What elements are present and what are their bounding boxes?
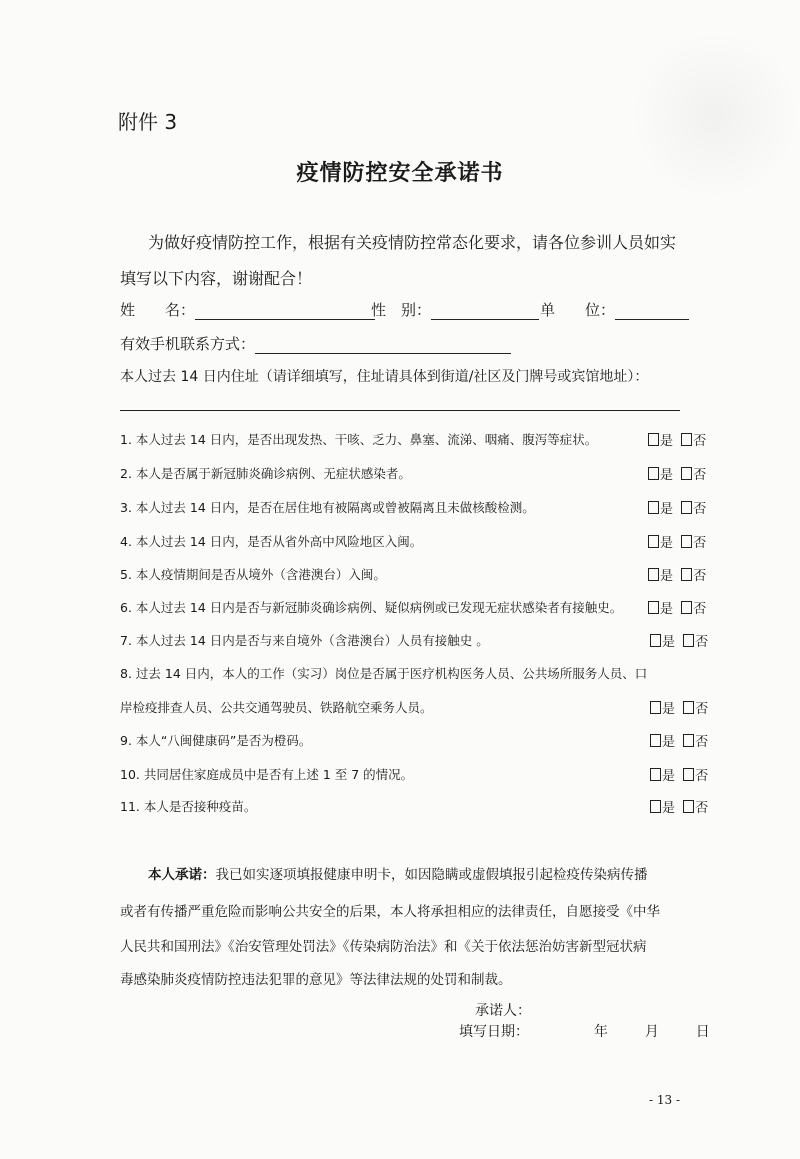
yes-checkbox[interactable]	[648, 501, 659, 514]
yes-label: 是	[662, 635, 676, 650]
yes-label: 是	[662, 801, 676, 816]
phone-field	[120, 333, 511, 354]
signer-label: 承诺人：	[475, 1003, 531, 1019]
yes-label: 是	[660, 502, 674, 517]
unit-label: 单 位：	[540, 301, 616, 319]
no-checkbox[interactable]	[681, 467, 692, 480]
yes-label: 是	[660, 569, 674, 584]
no-label: 否	[695, 702, 709, 717]
options-q11	[650, 797, 708, 816]
no-label: 否	[693, 536, 707, 551]
no-label: 否	[693, 468, 707, 483]
address-label: 本人过去 14 日内住址（请详细填写，住址请具体到街道/社区及门牌号或宾馆地址）：	[120, 369, 649, 385]
name-field	[120, 299, 375, 320]
pledge-line-2: 或者有传播严重危险而影响公共安全的后果，本人将承担相应的法律责任，自愿接受《中华	[120, 904, 660, 920]
yes-label: 是	[662, 702, 676, 717]
name-blank[interactable]	[195, 303, 375, 320]
options-q10	[650, 765, 708, 784]
gender-label: 性 别：	[371, 301, 432, 319]
question-8-line-2: 岸检疫排查人员、公共交通驾驶员、铁路航空乘务人员。	[120, 700, 433, 715]
options-q5	[648, 565, 706, 584]
yes-checkbox[interactable]	[648, 467, 659, 480]
no-label: 否	[693, 502, 707, 517]
yes-checkbox[interactable]	[648, 433, 659, 446]
question-6: 6. 本人过去 14 日内是否与新冠肺炎确诊病例、疑似病例或已发现无症状感染者有接触史。	[120, 600, 623, 615]
options-q6	[648, 598, 706, 617]
unit-field	[540, 299, 689, 320]
phone-label: 有效手机联系方式：	[120, 335, 256, 353]
unit-blank[interactable]	[615, 303, 689, 320]
no-checkbox[interactable]	[681, 501, 692, 514]
yes-checkbox[interactable]	[648, 601, 659, 614]
options-q8	[650, 698, 708, 717]
name-label: 姓 名：	[120, 301, 196, 319]
day-label: 日	[695, 1024, 710, 1040]
no-label: 否	[693, 569, 707, 584]
year-label: 年	[593, 1024, 608, 1040]
yes-checkbox[interactable]	[650, 768, 661, 781]
yes-checkbox[interactable]	[650, 800, 661, 813]
month-label: 月	[644, 1024, 659, 1040]
yes-label: 是	[660, 468, 674, 483]
pledge-line-1	[148, 863, 648, 883]
options-q3	[648, 498, 706, 517]
yes-checkbox[interactable]	[650, 734, 661, 747]
options-q2	[648, 464, 706, 483]
document-title: 疫情防控安全承诺书	[296, 160, 504, 186]
no-checkbox[interactable]	[681, 568, 692, 581]
question-9: 9. 本人“八闽健康码”是否为橙码。	[120, 733, 312, 748]
no-label: 否	[693, 602, 707, 617]
question-4: 4. 本人过去 14 日内，是否从省外高中风险地区入闽。	[120, 534, 423, 549]
question-2: 2. 本人是否属于新冠肺炎确诊病例、无症状感染者。	[120, 466, 411, 481]
pledge-line-4: 毒感染肺炎疫情防控违法犯罪的意见》等法律法规的处罚和制裁。	[120, 972, 512, 988]
options-q1	[648, 430, 706, 449]
no-label: 否	[695, 801, 709, 816]
date-label: 填写日期：	[459, 1024, 529, 1040]
question-10: 10. 共同居住家庭成员中是否有上述 1 至 7 的情况。	[120, 767, 414, 782]
yes-checkbox[interactable]	[650, 634, 661, 647]
options-q9	[650, 731, 708, 750]
intro-line-1: 为做好疫情防控工作，根据有关疫情防控常态化要求，请各位参训人员如实	[148, 233, 677, 252]
no-label: 否	[695, 769, 709, 784]
page-number: - 13 -	[648, 1093, 680, 1107]
yes-checkbox[interactable]	[650, 701, 661, 714]
yes-label: 是	[660, 434, 674, 449]
question-3: 3. 本人过去 14 日内，是否在居住地有被隔离或曾被隔离且未做核酸检测。	[120, 500, 535, 515]
no-checkbox[interactable]	[683, 800, 694, 813]
yes-checkbox[interactable]	[648, 535, 659, 548]
no-checkbox[interactable]	[681, 433, 692, 446]
pledge-line-3: 人民共和国刑法》《治安管理处罚法》《传染病防治法》和《关于依法惩治妨害新型冠状病	[120, 939, 647, 955]
no-checkbox[interactable]	[683, 734, 694, 747]
pledge-text-1: 我已如实逐项填报健康申明卡，如因隐瞒或虚假填报引起检疫传染病传播	[215, 867, 648, 883]
question-8-line-1: 8. 过去 14 日内，本人的工作（实习）岗位是否属于医疗机构医务人员、公共场所服务人员、口	[120, 666, 648, 681]
question-1: 1. 本人过去 14 日内，是否出现发热、干咳、乏力、鼻塞、流涕、咽痛、腹泻等症状。	[120, 432, 598, 447]
options-q4	[648, 532, 706, 551]
no-label: 否	[693, 434, 707, 449]
gender-blank[interactable]	[431, 303, 539, 320]
gender-field	[371, 299, 539, 320]
address-blank[interactable]	[120, 410, 680, 411]
pledge-label: 本人承诺：	[148, 867, 216, 883]
no-checkbox[interactable]	[681, 535, 692, 548]
no-label: 否	[695, 635, 709, 650]
question-7: 7. 本人过去 14 日内是否与来自境外（含港澳台）人员有接触史 。	[120, 633, 489, 648]
intro-line-2: 填写以下内容，谢谢配合！	[120, 269, 313, 288]
question-11: 11. 本人是否接种疫苗。	[120, 799, 257, 814]
no-label: 否	[695, 735, 709, 750]
options-q7	[650, 631, 708, 650]
phone-blank[interactable]	[255, 337, 511, 354]
no-checkbox[interactable]	[681, 601, 692, 614]
yes-label: 是	[662, 769, 676, 784]
attachment-label: 附件 3	[118, 110, 178, 134]
question-5: 5. 本人疫情期间是否从境外（含港澳台）入闽。	[120, 567, 386, 582]
yes-label: 是	[660, 536, 674, 551]
yes-label: 是	[660, 602, 674, 617]
no-checkbox[interactable]	[683, 768, 694, 781]
no-checkbox[interactable]	[683, 634, 694, 647]
date-row	[459, 1021, 710, 1041]
yes-checkbox[interactable]	[648, 568, 659, 581]
no-checkbox[interactable]	[683, 701, 694, 714]
yes-label: 是	[662, 735, 676, 750]
